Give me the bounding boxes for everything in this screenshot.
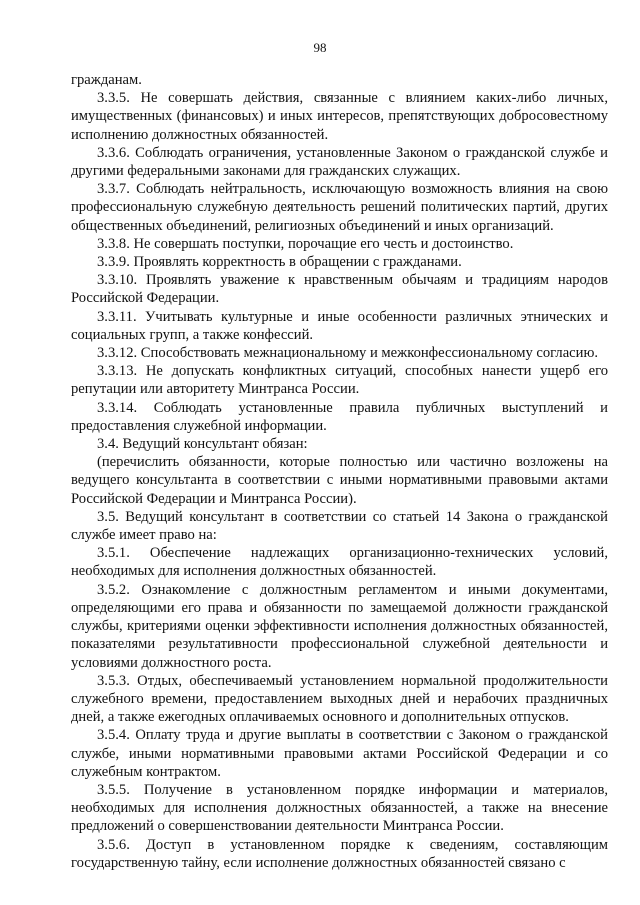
- paragraph-3-3-9: 3.3.9. Проявлять корректность в обращении с гражданами.: [97, 254, 462, 271]
- paragraph-3-3-12: 3.3.12. Способствовать межнациональному и межконфессиональному согласию.: [97, 345, 599, 362]
- paragraph-continuation: гражданам.: [71, 72, 142, 88]
- paragraph-3-5-4: 3.5.4. Оплату труда и другие выплаты в соответствии с Законом о гражданской службе, иными нормативными правовыми актами Российской Федерации и со служебным контрактом.: [71, 727, 608, 780]
- paragraph-3-5-5: 3.5.5. Получение в установленном порядке информации и материалов, необходимых для исполнения должностных обязанностей, а также на внесение предложений о совершенствовании деятельности Минтранса России.: [71, 781, 608, 835]
- paragraph-3-3-11: 3.3.11. Учитывать культурные и иные особенности различных этнических и социальных групп, а также конфессий.: [71, 308, 608, 343]
- paragraph-3-5-2: 3.5.2. Ознакомление с должностным регламентом и иными документами, определяющими его права и обязанности по замещаемой должности гражданской службы, критериями оценки эффективности исполнения должностных обязанностей, показателями результативности профессиональной служебной деятельности и условиями должностного роста.: [71, 581, 608, 671]
- paragraph-3-5-6: 3.5.6. Доступ в установленном порядке к сведениям, составляющим государственную тайну, если исполнение должностных обязанностей связано с: [71, 836, 608, 871]
- paragraph-3-3-5: 3.3.5. Не совершать действия, связанные с влиянием каких-либо личных, имущественных (финансовых) и иных интересов, препятствующих добросовестному исполнению должностных обязанностей.: [71, 90, 608, 143]
- paragraph-3-5-1: 3.5.1. Обеспечение надлежащих организационно-технических условий, необходимых для исполнения должностных обязанностей.: [71, 545, 608, 580]
- document-body: [71, 71, 608, 872]
- paragraph-3-5-3: 3.5.3. Отдых, обеспечиваемый установлением нормальной продолжительности служебного времени, предоставлением выходных дней и нерабочих праздничных дней, а также ежегодных оплачиваемых основного и дополнительных отпусков.: [71, 672, 608, 726]
- paragraph-3-3-8: 3.3.8. Не совершать поступки, порочащие его честь и достоинство.: [97, 235, 514, 252]
- paragraph-3-3-10: 3.3.10. Проявлять уважение к нравственным обычаям и традициям народов Российской Федерации.: [71, 272, 608, 307]
- paragraph-3-3-14: 3.3.14. Соблюдать установленные правила публичных выступлений и предоставления служебной информации.: [71, 399, 608, 434]
- paragraph-3-5: 3.5. Ведущий консультант в соответствии со статьей 14 Закона о гражданской службе имеет право на:: [71, 508, 608, 544]
- paragraph-3-4-note: (перечислить обязанности, которые полностью или частично возложены на ведущего консультанта в соответствии с иными нормативными правовыми актами Российской Федерации и Минтранса России).: [71, 454, 608, 507]
- paragraph-3-3-7: 3.3.7. Соблюдать нейтральность, исключающую возможность влияния на свою профессиональную служебную деятельность решений политических партий, других общественных объединений, религиозных объединений и иных организаций.: [71, 181, 608, 234]
- paragraph-3-3-13: 3.3.13. Не допускать конфликтных ситуаций, способных нанести ущерб его репутации или авторитету Минтранса России.: [71, 363, 608, 398]
- page-number: 98: [313, 40, 327, 55]
- paragraph-3-4: 3.4. Ведущий консультант обязан:: [97, 436, 308, 453]
- paragraph-3-3-6: 3.3.6. Соблюдать ограничения, установленные Законом о гражданской службе и другими федеральными законами для гражданских служащих.: [71, 144, 608, 180]
